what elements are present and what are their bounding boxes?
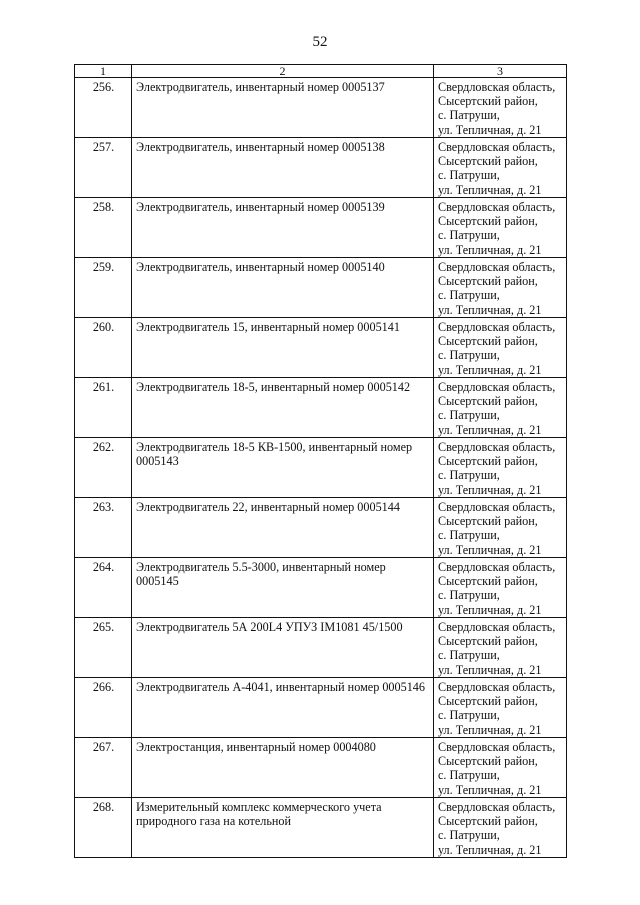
location-region: Свердловская область, xyxy=(438,320,556,334)
table-row xyxy=(75,618,567,678)
item-location xyxy=(434,678,567,738)
item-name: Электродвигатель А-4041, инвентарный номер 0005146 xyxy=(132,678,434,738)
item-location xyxy=(434,738,567,798)
header-col-3: 3 xyxy=(434,65,567,78)
item-location xyxy=(434,498,567,558)
location-village: с. Патруши, xyxy=(438,288,500,303)
row-number: 265. xyxy=(75,618,132,678)
location-district: Сысертский район, xyxy=(438,394,538,409)
location-region: Свердловская область, xyxy=(438,500,556,514)
page-number: 52 xyxy=(312,34,328,50)
item-location xyxy=(434,438,567,498)
location-district: Сысертский район, xyxy=(438,154,538,169)
item-location xyxy=(434,378,567,438)
location-village: с. Патруши, xyxy=(438,648,500,663)
item-location xyxy=(434,558,567,618)
location-district: Сысертский район, xyxy=(438,574,538,589)
row-number: 259. xyxy=(75,258,132,318)
location-region: Свердловская область, xyxy=(438,140,556,154)
location-village: с. Патруши, xyxy=(438,468,500,483)
item-name: Измерительный комплекс коммерческого учета природного газа на котельной xyxy=(132,798,434,858)
item-name: Электродвигатель, инвентарный номер 0005137 xyxy=(132,78,434,138)
row-number: 256. xyxy=(75,78,132,138)
item-name: Электродвигатель, инвентарный номер 0005139 xyxy=(132,198,434,258)
location-region: Свердловская область, xyxy=(438,680,556,694)
item-name: Электродвигатель 18-5, инвентарный номер 0005142 xyxy=(132,378,434,438)
location-street: ул. Тепличная, д. 21 xyxy=(438,542,542,557)
location-district: Сысертский район, xyxy=(438,814,538,829)
location-district: Сысертский район, xyxy=(438,334,538,349)
item-location xyxy=(434,798,567,858)
location-village: с. Патруши, xyxy=(438,528,500,543)
location-village: с. Патруши, xyxy=(438,168,500,183)
table-row xyxy=(75,558,567,618)
location-region: Свердловская область, xyxy=(438,620,556,634)
location-district: Сысертский район, xyxy=(438,214,538,229)
row-number: 260. xyxy=(75,318,132,378)
table-row xyxy=(75,138,567,198)
row-number: 268. xyxy=(75,798,132,858)
location-district: Сысертский район, xyxy=(438,514,538,529)
location-street: ул. Тепличная, д. 21 xyxy=(438,722,542,737)
location-street: ул. Тепличная, д. 21 xyxy=(438,242,542,257)
location-village: с. Патруши, xyxy=(438,708,500,723)
location-district: Сысертский район, xyxy=(438,634,538,649)
property-table xyxy=(74,64,567,858)
location-street: ул. Тепличная, д. 21 xyxy=(438,782,542,797)
row-number: 266. xyxy=(75,678,132,738)
item-location xyxy=(434,258,567,318)
location-village: с. Патруши, xyxy=(438,348,500,363)
table-body xyxy=(75,78,567,858)
location-district: Сысертский район, xyxy=(438,94,538,109)
location-district: Сысертский район, xyxy=(438,454,538,469)
table-row xyxy=(75,258,567,318)
item-name: Электродвигатель 18-5 КВ-1500, инвентарный номер 0005143 xyxy=(132,438,434,498)
item-name: Электродвигатель 15, инвентарный номер 0005141 xyxy=(132,318,434,378)
item-name: Электродвигатель 5.5-3000, инвентарный номер 0005145 xyxy=(132,558,434,618)
table-row xyxy=(75,438,567,498)
table-row xyxy=(75,498,567,558)
location-region: Свердловская область, xyxy=(438,440,556,454)
location-street: ул. Тепличная, д. 21 xyxy=(438,422,542,437)
location-village: с. Патруши, xyxy=(438,408,500,423)
item-name: Электростанция, инвентарный номер 0004080 xyxy=(132,738,434,798)
table-row xyxy=(75,198,567,258)
row-number: 263. xyxy=(75,498,132,558)
location-street: ул. Тепличная, д. 21 xyxy=(438,842,542,857)
item-name: Электродвигатель, инвентарный номер 0005138 xyxy=(132,138,434,198)
location-street: ул. Тепличная, д. 21 xyxy=(438,362,542,377)
item-name: Электродвигатель, инвентарный номер 0005140 xyxy=(132,258,434,318)
table-row xyxy=(75,318,567,378)
location-village: с. Патруши, xyxy=(438,828,500,843)
location-street: ул. Тепличная, д. 21 xyxy=(438,482,542,497)
location-street: ул. Тепличная, д. 21 xyxy=(438,302,542,317)
table-row xyxy=(75,378,567,438)
location-region: Свердловская область, xyxy=(438,200,556,214)
item-name: Электродвигатель 22, инвентарный номер 0005144 xyxy=(132,498,434,558)
location-village: с. Патруши, xyxy=(438,588,500,603)
item-location xyxy=(434,138,567,198)
location-region: Свердловская область, xyxy=(438,800,556,814)
location-district: Сысертский район, xyxy=(438,274,538,289)
location-street: ул. Тепличная, д. 21 xyxy=(438,602,542,617)
location-village: с. Патруши, xyxy=(438,768,500,783)
row-number: 258. xyxy=(75,198,132,258)
row-number: 267. xyxy=(75,738,132,798)
location-street: ул. Тепличная, д. 21 xyxy=(438,182,542,197)
row-number: 262. xyxy=(75,438,132,498)
header-row xyxy=(75,65,567,78)
item-location xyxy=(434,78,567,138)
table-row xyxy=(75,678,567,738)
location-region: Свердловская область, xyxy=(438,560,556,574)
location-village: с. Патруши, xyxy=(438,108,500,123)
item-name: Электродвигатель 5А 200L4 УПУЗ IM1081 45/1500 xyxy=(132,618,434,678)
row-number: 257. xyxy=(75,138,132,198)
location-region: Свердловская область, xyxy=(438,80,556,94)
location-district: Сысертский район, xyxy=(438,754,538,769)
header-col-2: 2 xyxy=(132,65,434,78)
table-row xyxy=(75,798,567,858)
item-location xyxy=(434,618,567,678)
item-location xyxy=(434,198,567,258)
item-location xyxy=(434,318,567,378)
table-row xyxy=(75,78,567,138)
location-street: ул. Тепличная, д. 21 xyxy=(438,122,542,137)
location-village: с. Патруши, xyxy=(438,228,500,243)
location-region: Свердловская область, xyxy=(438,740,556,754)
location-region: Свердловская область, xyxy=(438,380,556,394)
location-region: Свердловская область, xyxy=(438,260,556,274)
table-row xyxy=(75,738,567,798)
row-number: 264. xyxy=(75,558,132,618)
row-number: 261. xyxy=(75,378,132,438)
location-district: Сысертский район, xyxy=(438,694,538,709)
location-street: ул. Тепличная, д. 21 xyxy=(438,662,542,677)
header-col-1: 1 xyxy=(75,65,132,78)
